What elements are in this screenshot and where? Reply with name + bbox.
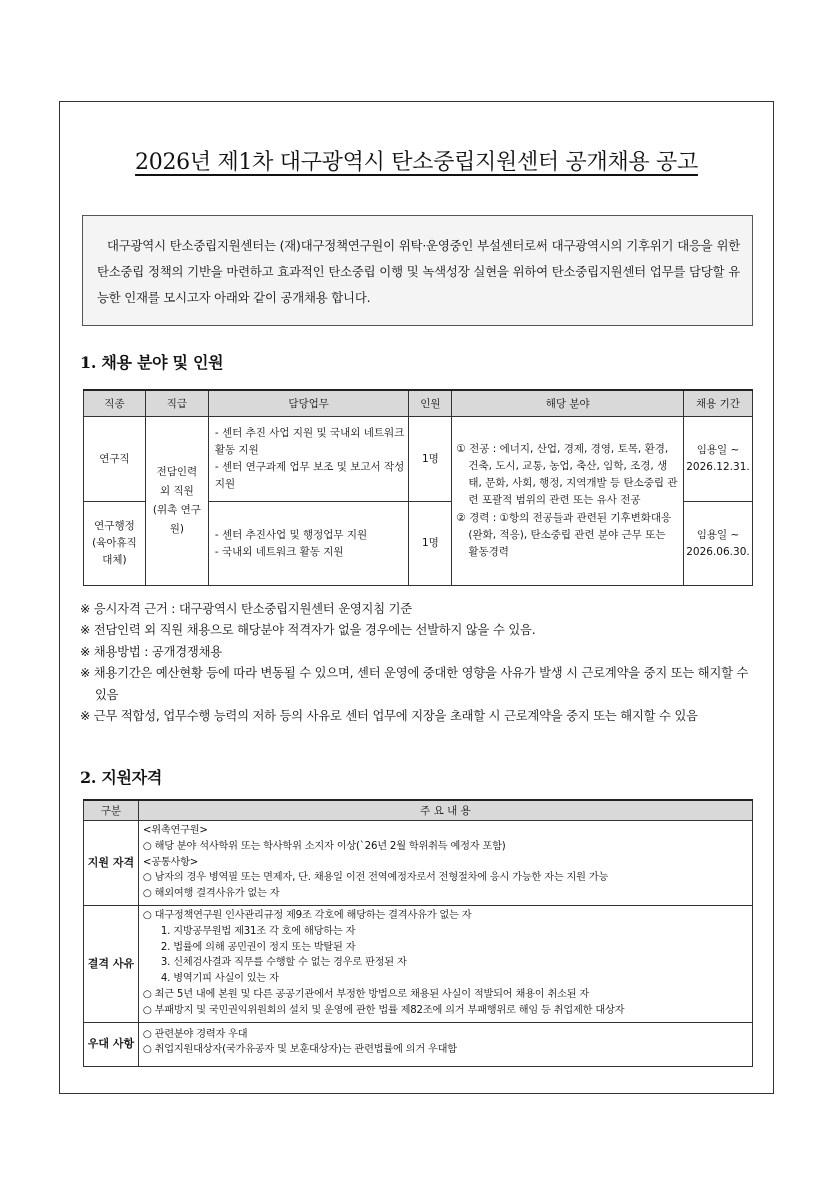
preference-label: 우대 사항 — [84, 1022, 139, 1067]
list-item: <위촉연구원> — [142, 825, 208, 836]
note-item: ※ 근무 적합성, 업무수행 능력의 저하 등의 사유로 센터 업무에 지장을 초래할 시 근로계약을 중지 또는 해지할 수 있음 — [80, 709, 698, 724]
recruitment-table-header — [84, 390, 753, 417]
list-item: ○ 해당 분야 석사학위 또는 학사학위 소지자 이상(`26년 2월 학위취득 예정자 포함) — [142, 840, 506, 852]
notes-list — [80, 599, 760, 727]
qualification-table-header — [84, 800, 753, 821]
period-start: 임용일 ~ — [696, 528, 740, 541]
period-cell — [683, 502, 752, 586]
table-row — [84, 1022, 753, 1067]
duty-item: - 센터 추진사업 및 행정업무 지원 — [214, 528, 368, 541]
intro-text: 대구광역시 탄소중립지원센터는 (재)대구정책연구원이 위탁·운영중인 부설센터로써 대구광역시의 기후위기 대응을 위한 탄소중립 정책의 기반을 마련하고 효과적인 탄소중립 이행 및 녹색성장 실현을 위하여 탄소중립지원센터 업무를 담당할 유능한 인재를 모시고자 아래와 같이 공개채용 합니다. — [97, 238, 740, 305]
list-item: ○ 남자의 경우 병역필 또는 면제자, 단. 채용일 이전 전역예정자로서 전형절차에 응시 가능한 자는 지원 가능 — [142, 872, 609, 884]
section1-heading: 1. 채용 분야 및 인원 — [80, 353, 224, 372]
duties-cell — [208, 417, 409, 502]
field-cell — [452, 417, 684, 586]
header-period: 채용 기간 — [683, 390, 752, 417]
period-end: 2026.12.31. — [686, 461, 750, 473]
page-title: 2026년 제1차 대구광역시 탄소중립지원센터 공개채용 공고 — [135, 150, 698, 175]
list-item: ○ 대구정책연구원 인사관리규정 제9조 각호에 해당하는 결격사유가 없는 자 — [142, 909, 472, 921]
header-category: 구분 — [84, 800, 139, 821]
list-item: <공통사항> — [142, 856, 199, 868]
job-cell: 연구행정 (육아휴직 대체) — [84, 502, 146, 586]
preference-content — [138, 1022, 752, 1067]
duty-item: - 국내외 네트워크 활동 지원 — [214, 545, 344, 558]
qualification-content — [138, 821, 752, 906]
period-start: 임용일 ~ — [696, 444, 740, 456]
list-item: 3. 신체검사결과 직무를 수행할 수 없는 경우로 판정된 자 — [160, 957, 407, 969]
disqualification-label: 결격 사유 — [84, 905, 139, 1022]
count-cell: 1명 — [409, 502, 452, 586]
list-item: ○ 최근 5년 내에 본원 및 다른 공공기관에서 부정한 방법으로 채용된 사실이 적발되어 채용이 취소된 자 — [142, 988, 590, 1000]
table-row — [84, 417, 753, 502]
header-field: 해당 분야 — [452, 390, 684, 417]
job-cell: 연구직 — [84, 417, 146, 502]
header-duties: 담당업무 — [208, 390, 409, 417]
note-item: ※ 전담인력 외 직원 채용으로 해당분야 적격자가 없을 경우에는 선발하지 않을 수 있음. — [80, 623, 536, 638]
qualification-label: 지원 자격 — [84, 821, 139, 906]
list-item: ○ 취업지원대상자(국가유공자 및 보훈대상자)는 관련법률에 의거 우대함 — [142, 1044, 457, 1056]
table-row — [84, 905, 753, 1022]
period-end: 2026.06.30. — [686, 545, 750, 558]
period-cell — [683, 417, 752, 502]
list-item: 4. 병역기피 사실이 있는 자 — [160, 973, 279, 985]
qualification-table — [83, 799, 753, 1067]
list-item: 1. 지방공무원법 제31조 각 호에 해당하는 자 — [160, 925, 356, 937]
field-major: ① 전공 : 에너지, 산업, 경제, 경영, 토목, 환경, 건축, 도시, 교통, 농업, 축산, 임학, 조경, 생태, 문화, 사회, 행정, 지역개발 등 탄소중립 관련 포괄적 범위의 관련 또는 유사 전공 — [456, 443, 678, 506]
note-item: ※ 채용방법 : 공개경쟁채용 — [80, 644, 222, 659]
list-item: ○ 해외여행 결격사유가 없는 자 — [142, 888, 280, 900]
grade-cell: 전담인력 외 직원 (위촉 연구원) — [145, 417, 208, 586]
header-grade: 직급 — [145, 390, 208, 417]
count-cell: 1명 — [409, 417, 452, 502]
duty-item: - 센터 추진 사업 지원 및 국내외 네트워크 활동 지원 — [214, 427, 405, 456]
list-item: 2. 법률에 의해 공민권이 정지 또는 박탈된 자 — [160, 941, 356, 953]
header-job: 직종 — [84, 390, 146, 417]
header-count: 인원 — [409, 390, 452, 417]
list-item: ○ 관련분야 경력자 우대 — [142, 1028, 248, 1040]
disqualification-content — [138, 905, 752, 1022]
recruitment-table — [83, 389, 753, 586]
intro-box — [82, 215, 753, 326]
duties-cell — [208, 502, 409, 586]
list-item: ○ 부패방지 및 국민권익위원회의 설치 및 운영에 관한 법률 제82조에 의거 부패행위로 해임 등 취업제한 대상자 — [142, 1004, 625, 1016]
field-career: ② 경력 : ①항의 전공들과 관련된 기후변화대응(완화, 적응), 탄소중립 관련 분야 근무 또는 활동경력 — [456, 512, 672, 558]
section2-heading: 2. 지원자격 — [80, 768, 162, 787]
duty-item: - 센터 연구과제 업무 보조 및 보고서 작성 지원 — [214, 461, 405, 490]
note-item: ※ 채용기간은 예산현황 등에 따라 변동될 수 있으며, 센터 운영에 중대한 영향을 사유가 발생 시 근로계약을 중지 또는 해지할 수 있음 — [80, 666, 749, 702]
table-row — [84, 821, 753, 906]
header-content: 주 요 내 용 — [138, 800, 752, 821]
note-item: ※ 응시자격 근거 : 대구광역시 탄소중립지원센터 운영지침 기준 — [80, 602, 412, 616]
